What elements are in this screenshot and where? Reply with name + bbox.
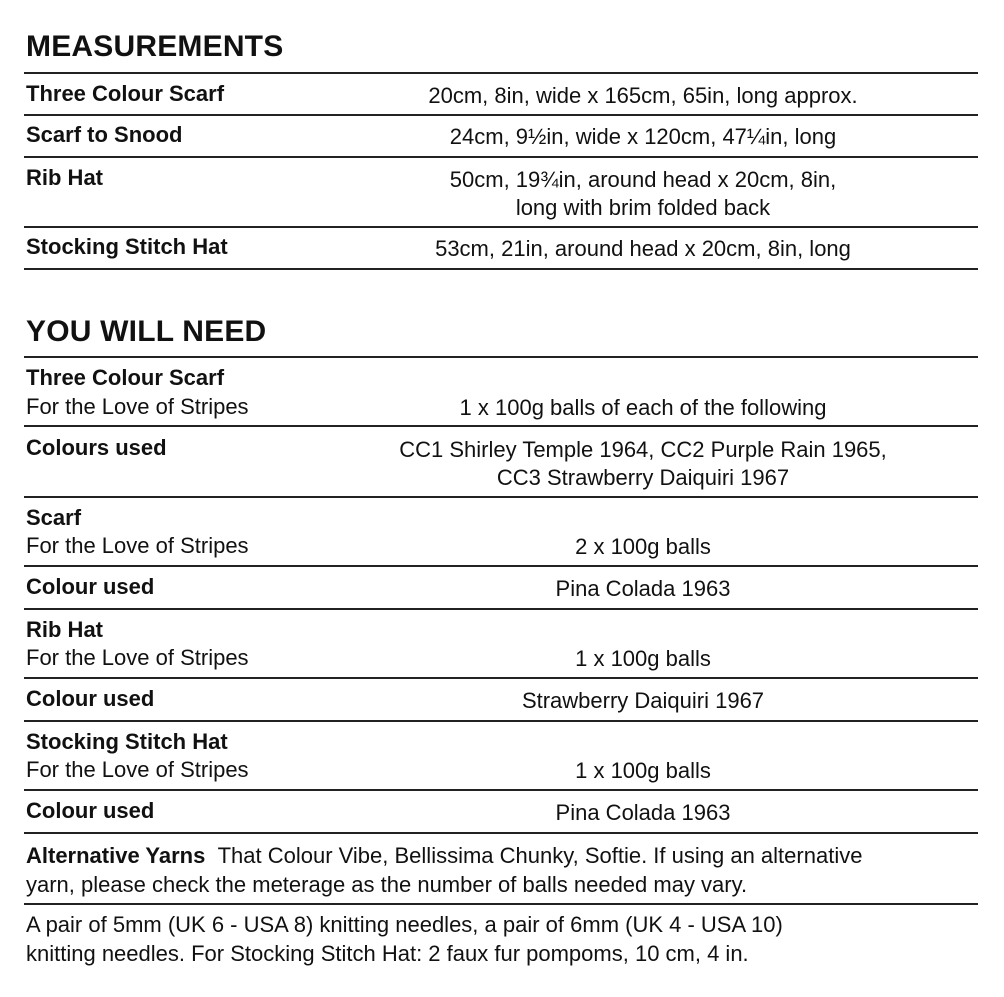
item-heading: Stocking Stitch Hat <box>26 729 228 754</box>
measurement-value: long with brim folded back <box>515 195 771 220</box>
divider <box>24 268 978 270</box>
measurements-title: MEASUREMENTS <box>26 30 284 63</box>
yarn-quantity: 2 x 100g balls <box>575 534 711 559</box>
divider <box>24 903 978 905</box>
divider <box>24 356 978 358</box>
colour-label: Colours used <box>26 435 167 460</box>
needles-text: A pair of 5mm (UK 6 - USA 8) knitting needles, a pair of 6mm (UK 4 - USA 10) <box>26 912 783 937</box>
measurement-label: Rib Hat <box>26 165 103 190</box>
divider <box>24 720 978 722</box>
colour-value: Strawberry Daiquiri 1967 <box>521 688 765 713</box>
colour-value: CC1 Shirley Temple 1964, CC2 Purple Rain 1965, <box>399 437 887 462</box>
measurement-label: Stocking Stitch Hat <box>26 234 228 259</box>
colour-label: Colour used <box>26 686 155 711</box>
alternative-yarns-label: Alternative Yarns <box>26 843 206 868</box>
divider <box>24 832 978 834</box>
measurement-label: Three Colour Scarf <box>26 81 225 106</box>
divider <box>24 72 978 74</box>
divider <box>24 496 978 498</box>
divider <box>24 114 978 116</box>
yarn-name: For the Love of Stripes <box>26 533 249 558</box>
yarn-quantity: 1 x 100g balls <box>575 646 711 671</box>
measurement-value: 24cm, 9½in, wide x 120cm, 47¼in, long <box>449 124 837 149</box>
divider <box>24 677 978 679</box>
yarn-name: For the Love of Stripes <box>26 645 249 670</box>
item-heading: Scarf <box>26 505 82 530</box>
you-will-need-title: YOU WILL NEED <box>26 315 267 348</box>
needles-note <box>26 910 956 968</box>
divider <box>24 789 978 791</box>
divider <box>24 226 978 228</box>
divider <box>24 156 978 158</box>
measurement-label: Scarf to Snood <box>26 122 183 147</box>
divider <box>24 608 978 610</box>
yarn-name: For the Love of Stripes <box>26 757 249 782</box>
alternative-yarns-text: That Colour Vibe, Bellissima Chunky, Softie. If using an alternative <box>217 843 863 868</box>
colour-value: Pina Colada 1963 <box>555 576 731 601</box>
alternative-yarns-text: yarn, please check the meterage as the number of balls needed may vary. <box>26 872 748 897</box>
measurement-value: 20cm, 8in, wide x 165cm, 65in, long approx. <box>428 83 858 108</box>
colour-label: Colour used <box>26 798 155 823</box>
measurement-value: 53cm, 21in, around head x 20cm, 8in, long <box>435 236 851 261</box>
alternative-yarns <box>26 841 956 899</box>
colour-value: Pina Colada 1963 <box>555 800 731 825</box>
divider <box>24 565 978 567</box>
measurement-value: 50cm, 19¾in, around head x 20cm, 8in, <box>449 167 837 192</box>
yarn-quantity: 1 x 100g balls of each of the following <box>459 395 827 420</box>
colour-value: CC3 Strawberry Daiquiri 1967 <box>496 465 790 490</box>
item-heading: Rib Hat <box>26 617 103 642</box>
colour-label: Colour used <box>26 574 155 599</box>
yarn-quantity: 1 x 100g balls <box>575 758 711 783</box>
divider <box>24 425 978 427</box>
item-heading: Three Colour Scarf <box>26 365 225 390</box>
yarn-name: For the Love of Stripes <box>26 394 249 419</box>
needles-text: knitting needles. For Stocking Stitch Hat: 2 faux fur pompoms, 10 cm, 4 in. <box>26 941 749 966</box>
